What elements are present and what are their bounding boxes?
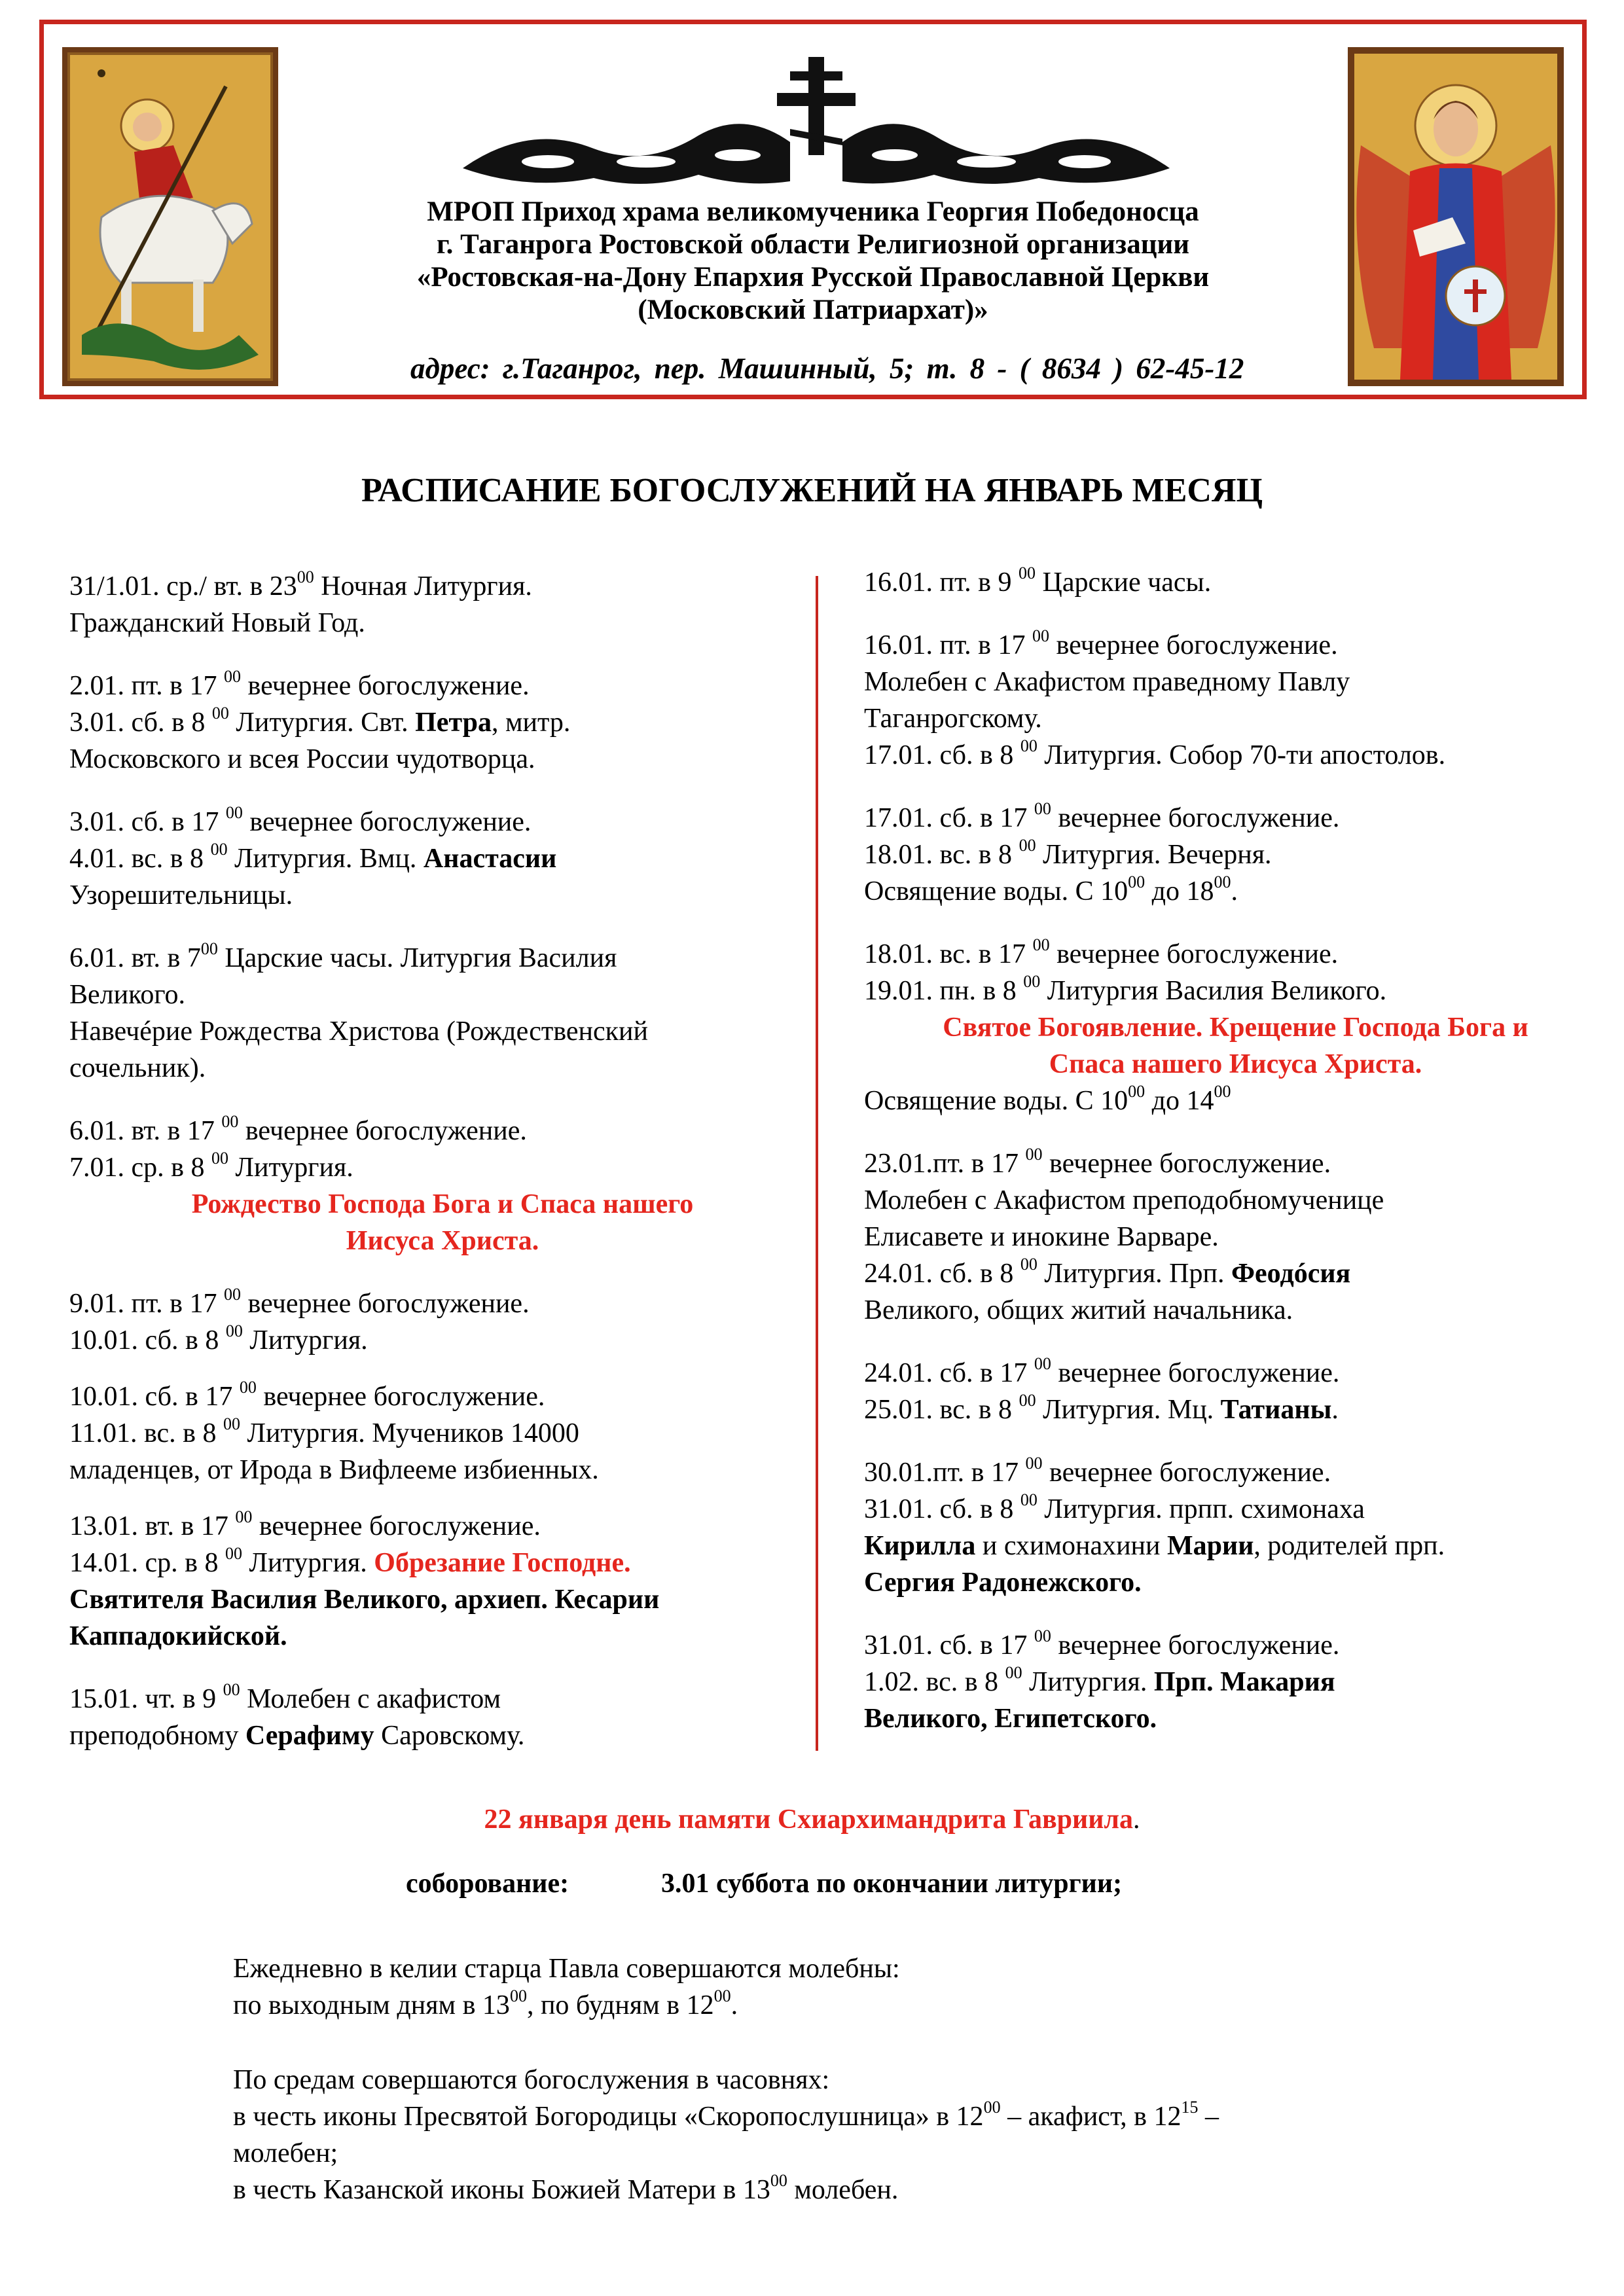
schedule-entry: 24.01. сб. в 17 $^{00}$ вечернее богослужение. 25.01. вс. в 8 $^{00}$ Литургия. Мц. Татианы.: [864, 1354, 1340, 1425]
page-title: РАСПИСАНИЕ БОГОСЛУЖЕНИЙ НА ЯНВАРЬ МЕСЯЦ: [361, 472, 1263, 509]
organization-name: [332, 196, 1294, 327]
schedule-entry: 15.01. чт. в 9 $^{00}$ Молебен с акафистом преподобному Серафиму Саровскому.: [69, 1680, 525, 1751]
schedule-entry: 6.01. вт. в 17 $^{00}$ вечернее богослужение. 7.01. ср. в 8 $^{00}$ Литургия. Рождество Господа Бога и Спаса нашего Иисуса Христа.: [69, 1113, 816, 1259]
unction-value: 3.01 суббота по окончании литургии;: [661, 1869, 1123, 1899]
schedule-entry: 16.01. пт. в 9 $^{00}$ Царские часы.: [864, 564, 1212, 598]
feast-title: Спаса нашего Иисуса Христа.: [1049, 1049, 1422, 1079]
schedule-entry: 16.01. пт. в 17 $^{00}$ вечернее богослужение. Молебен с Акафистом праведному Павлу Таганрогскому. 17.01. сб. в 8 $^{00}$ Литургия. Собор 70-ти апостолов.: [864, 626, 1446, 770]
schedule-entry: 10.01. сб. в 17 $^{00}$ вечернее богослужение. 11.01. вс. в 8 $^{00}$ Литургия. Мучеников 14000 младенцев, от Ирода в Вифлееме избиенных.: [69, 1378, 599, 1485]
schedule-entry: 3.01. сб. в 17 $^{00}$ вечернее богослужение. 4.01. вс. в 8 $^{00}$ Литургия. Вмц. Анастасии Узорешительницы.: [69, 803, 557, 910]
archangel-icon: [1348, 47, 1564, 386]
wednesday-services-note: По средам совершаются богослужения в часовнях: в честь иконы Пресвятой Богородицы «Скоропослушница» в $12^{00}$ – акафист, в $12^{15}$ – молебен; в честь Казанской иконы Божией Матери в $13^{00}$ молебен.: [233, 2065, 1219, 2205]
saint-george-icon: [62, 47, 278, 386]
org-line-2: г. Таганрога Ростовской области Религиозной организации: [436, 229, 1190, 260]
org-line-1: МРОП Приход храма великомученика Георгия Победоносца: [427, 196, 1199, 227]
feast-title: Святое Богоявление. Крещение Господа Бога и: [943, 1013, 1528, 1043]
schedule-entry: 6.01. вт. в $7^{00}$ Царские часы. Литургия Василия Великого. Навечéрие Рождества Христова (Рождественский сочельник).: [69, 939, 648, 1083]
org-line-3: «Ростовская-на-Дону Епархия Русской Православной Церкви: [416, 262, 1210, 293]
header-banner: [39, 20, 1587, 399]
org-line-4: (Московский Патриархат)»: [638, 295, 988, 325]
column-divider: [816, 576, 818, 1751]
schedule-entry: 18.01. вс. в 17 $^{00}$ вечернее богослужение. 19.01. пн. в 8 $^{00}$ Литургия Василия Великого. Святое Богоявление. Крещение Господа Бога и Спаса нашего Иисуса Христа. Освящение воды. С $10^{00}$ до $14^{00}$: [864, 936, 1607, 1119]
schedule-entry: 31/1.01. ср./ вт. в $23^{00}$ Ночная Литургия. Гражданский Новый Год.: [69, 567, 532, 638]
schedule-entry: 17.01. сб. в 17 $^{00}$ вечернее богослужение. 18.01. вс. в 8 $^{00}$ Литургия. Вечерня. Освящение воды. С $10^{00}$ до $18^{00}$.: [864, 799, 1340, 906]
schedule-entry: 2.01. пт. в 17 $^{00}$ вечернее богослужение. 3.01. сб. в 8 $^{00}$ Литургия. Свт. Петра, митр. Московского и всея России чудотворца.: [69, 667, 571, 774]
schedule-entry: 31.01. сб. в 17 $^{00}$ вечернее богослужение. 1.02. вс. в 8 $^{00}$ Литургия. Прп. Макария Великого, Египетского.: [864, 1626, 1340, 1734]
schedule-right-column: [864, 564, 1607, 1763]
feast-title: Иисуса Христа.: [346, 1226, 539, 1256]
schedule-entry: 30.01.пт. в 17 $^{00}$ вечернее богослужение. 31.01. сб. в 8 $^{00}$ Литургия. прпп. схимонаха Кирилла и схимонахини Марии, родителей прп. Сергия Радонежского.: [864, 1454, 1445, 1598]
schedule-entry: 9.01. пт. в 17 $^{00}$ вечернее богослужение. 10.01. сб. в 8 $^{00}$ Литургия.: [69, 1285, 530, 1355]
unction-label: соборование:: [406, 1869, 569, 1899]
memorial-note: 22 января день памяти Схиархимандрита Гавриила.: [484, 1804, 1140, 1835]
schedule-entry: 13.01. вт. в 17 $^{00}$ вечернее богослужение. 14.01. ср. в 8 $^{00}$ Литургия. Обрезание Господне. Святителя Василия Великого, архиеп. Кесарии Каппадокийской.: [69, 1507, 660, 1651]
address: адрес: г.Таганрог, пер. Машинный, 5; т. 8 - ( 8634 ) 62-45-12: [410, 352, 1244, 385]
cross-ornament-icon: [450, 57, 1183, 194]
schedule-left-column: [69, 568, 816, 1780]
feast-title: Рождество Господа Бога и Спаса нашего: [191, 1189, 694, 1219]
daily-prayers-note: Ежедневно в келии старца Павла совершаются молебны: по выходным дням в $13^{00}$, по будням в $12^{00}$.: [233, 1954, 900, 2020]
schedule-entry: 23.01.пт. в 17 $^{00}$ вечернее богослужение. Молебен с Акафистом преподобномученице Елисавете и инокине Варваре. 24.01. сб. в 8 $^{00}$ Литургия. Прп. Феодóсия Великого, общих житий начальника.: [864, 1145, 1384, 1325]
